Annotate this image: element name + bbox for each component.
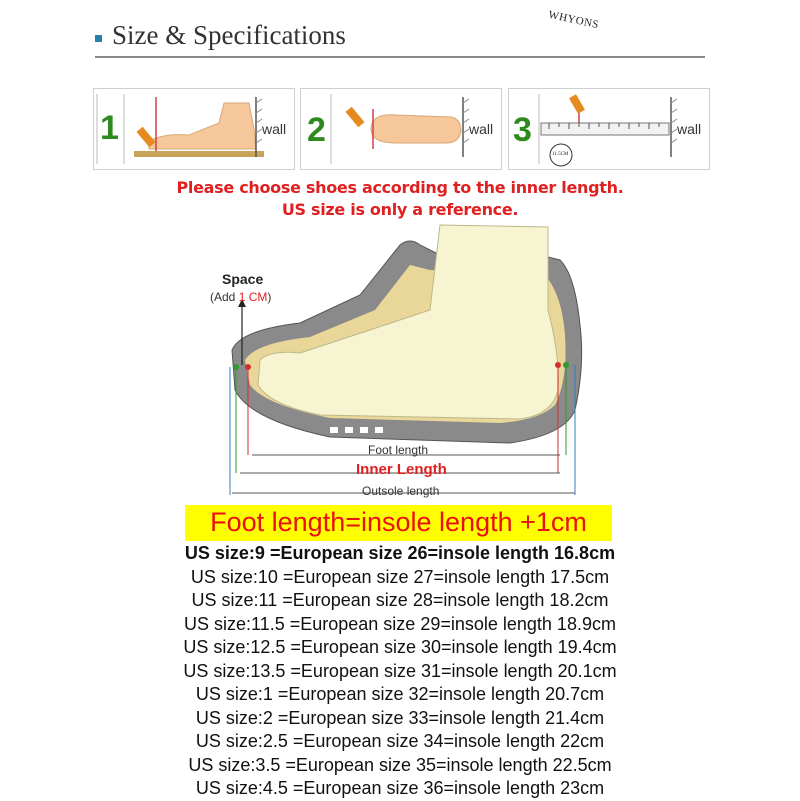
space-add-label <box>210 290 271 304</box>
brand-logo: WHYONS <box>547 8 600 32</box>
space-add-suffix: ) <box>267 290 272 304</box>
size-row: US size:2.5 =European size 34=insole length 22cm <box>195 731 605 751</box>
step-1-panel <box>93 88 295 170</box>
size-row: US size:11.5 =European size 29=insole length 18.9cm <box>184 613 616 634</box>
foot-length-label: Foot length <box>368 443 429 457</box>
size-row: US size:3.5 =European size 35=insole length 22.5cm <box>188 754 612 775</box>
step-3-panel <box>508 88 710 170</box>
size-row: US size:4.5 =European size 36=insole length 23cm <box>195 778 605 798</box>
header-bullet <box>95 35 102 42</box>
warning-line-1: Please choose shoes according to the inner length. <box>176 178 624 197</box>
outsole-length-label: Outsole length <box>362 484 440 498</box>
size-chart <box>0 542 800 801</box>
space-label: Space <box>222 271 264 287</box>
size-row: US size:2 =European size 33=insole length 21.4cm <box>195 707 605 728</box>
warning-line-2: US size is only a reference. <box>281 200 519 219</box>
formula-text: Foot length=insole length +1cm <box>210 507 587 537</box>
step-2-number: 2 <box>307 111 326 149</box>
size-row: US size:11 =European size 28=insole length 18.2cm <box>191 590 609 610</box>
step-1-wall-label: wall <box>262 121 287 137</box>
space-add-prefix: (Add <box>210 290 239 304</box>
space-add-value: 1 CM <box>238 290 268 304</box>
size-row: US size:1 =European size 32=insole length 20.7cm <box>195 684 605 704</box>
step-2-wall-label: wall <box>469 121 494 137</box>
size-row: US size:13.5 =European size 31=insole length 20.1cm <box>183 660 617 681</box>
size-row: US size:10 =European size 27=insole length 17.5cm <box>190 566 610 587</box>
inner-length-label: Inner Length <box>356 461 447 478</box>
step-3-number: 3 <box>513 111 532 149</box>
step-3-measure-label: 11.5CM <box>552 152 569 157</box>
step-2-panel <box>300 88 502 170</box>
size-row: US size:9 =European size 26=insole length 16.8cm <box>184 543 616 563</box>
size-row: US size:12.5 =European size 30=insole length 19.4cm <box>183 637 617 657</box>
step-1-number: 1 <box>100 109 119 147</box>
header-divider <box>95 56 705 58</box>
page-title: Size & Specifications <box>112 20 346 50</box>
step-3-wall-label: wall <box>677 121 702 137</box>
